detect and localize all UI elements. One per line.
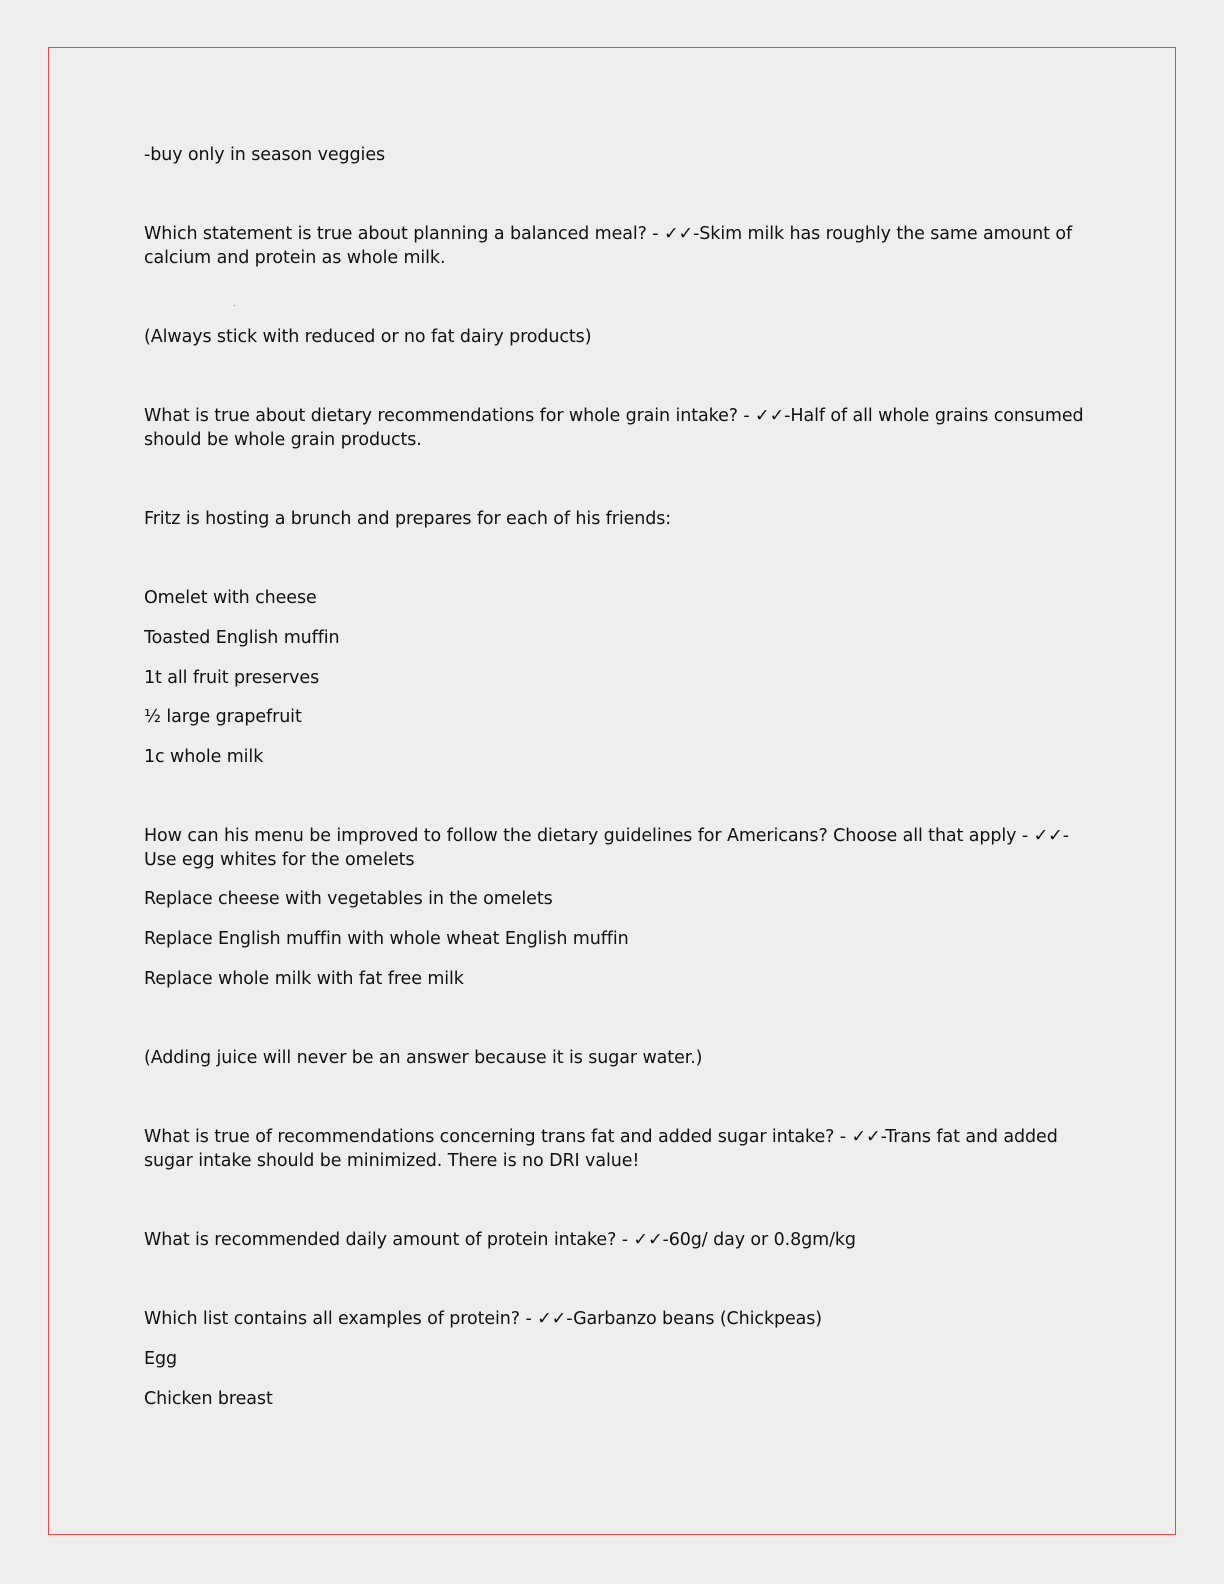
text-line: Egg xyxy=(144,1349,177,1369)
text-line: How can his menu be improved to follow the dietary guidelines for Americans? Choose all that apply - ✓✓-Use egg whites for the omelets xyxy=(144,826,1069,870)
text-line: Chicken breast xyxy=(144,1389,273,1409)
text-line: What is true about dietary recommendations for whole grain intake? - ✓✓-Half of all whole grains consumed should be whole grain products. xyxy=(144,406,1084,450)
text-line: Fritz is hosting a brunch and prepares for each of his friends: xyxy=(144,509,672,529)
text-line: ½ large grapefruit xyxy=(144,707,302,727)
text-line: -buy only in season veggies xyxy=(144,145,386,165)
text-line: 1t all fruit preserves xyxy=(144,668,320,688)
text-line: What is recommended daily amount of protein intake? - ✓✓-60g/ day or 0.8gm/kg xyxy=(144,1230,856,1250)
text-line: Replace whole milk with fat free milk xyxy=(144,969,464,989)
text-line: What is true of recommendations concerning trans fat and added sugar intake? - ✓✓-Trans fat and added sugar intake should be minimized. There is no DRI value! xyxy=(144,1127,1058,1171)
text-line: (Always stick with reduced or no fat dairy products) xyxy=(144,327,592,347)
text-line: Omelet with cheese xyxy=(144,588,317,608)
text-line: (Adding juice will never be an answer because it is sugar water.) xyxy=(144,1048,703,1068)
text-line: Which statement is true about planning a balanced meal? - ✓✓-Skim milk has roughly the same amount of calcium and protein as whole milk. xyxy=(144,224,1073,268)
text-line: Replace English muffin with whole wheat English muffin xyxy=(144,929,629,949)
text-line: Toasted English muffin xyxy=(144,628,340,648)
text-line: 1c whole milk xyxy=(144,747,264,767)
text-line: Which list contains all examples of protein? - ✓✓-Garbanzo beans (Chickpeas) xyxy=(144,1309,823,1329)
text-line: Replace cheese with vegetables in the omelets xyxy=(144,889,553,909)
stray-mark xyxy=(234,305,235,306)
